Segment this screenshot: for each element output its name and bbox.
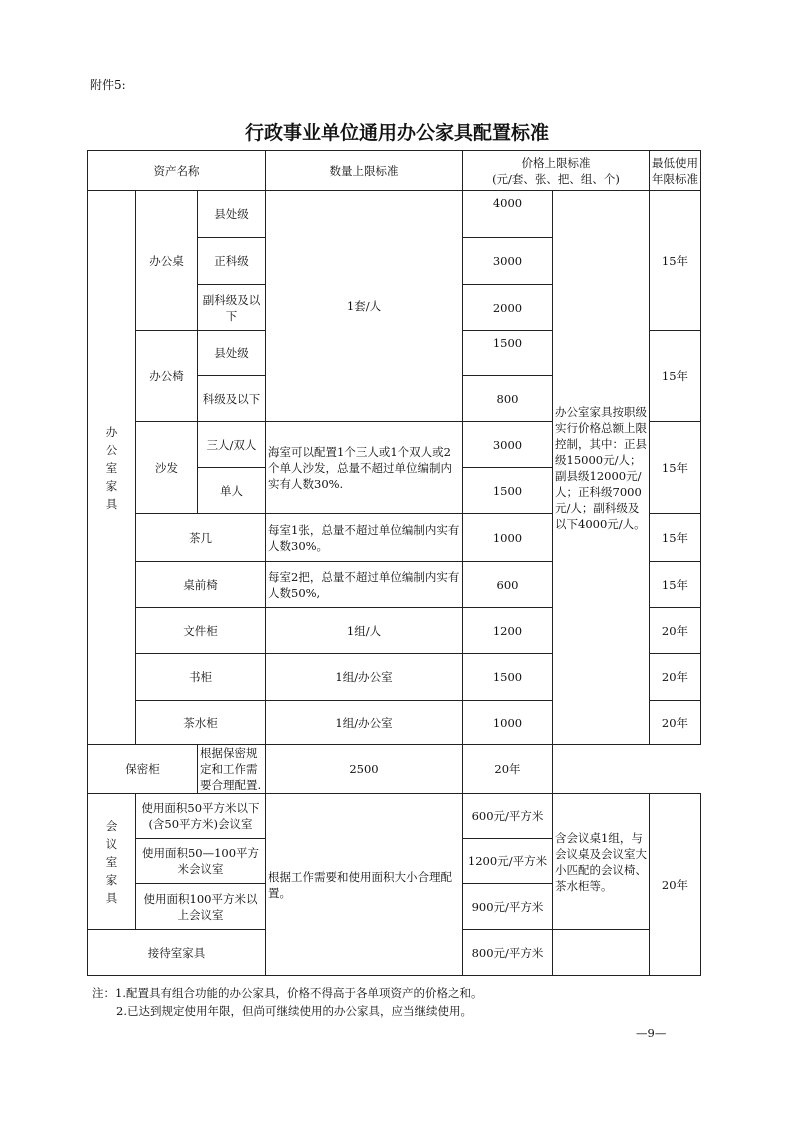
price-cell: 600 (463, 562, 553, 608)
years-cell: 20年 (463, 745, 553, 794)
item-quantity: 1组/办公室 (266, 654, 463, 701)
item-name: 文件柜 (136, 608, 266, 654)
years-cell: 15年 (650, 514, 701, 562)
desk-level: 正科级 (198, 238, 266, 285)
price-cell: 3000 (463, 422, 553, 468)
header-price (463, 151, 650, 191)
table-row (88, 794, 701, 839)
item-quantity: 每室1张，总量不超过单位编制内实有人数30%。 (266, 514, 463, 562)
price-cell: 3000 (463, 238, 553, 285)
item-quantity: 1组/人 (266, 608, 463, 654)
page-number: —9— (636, 1026, 667, 1040)
footnote: 注：1.配置具有组合功能的办公家具，价格不得高于各单项资产的价格之和。 (92, 986, 483, 1000)
price-cell: 1000 (463, 514, 553, 562)
header-price-label: 价格上限标准 (521, 155, 591, 170)
price-cell: 2500 (266, 745, 463, 794)
sofa-quantity: 海室可以配置1个三人或1个双人或2个单人沙发，总量不超过单位编制内实有人数30%. (266, 422, 463, 514)
price-cell: 2000 (463, 285, 553, 331)
meeting-category-label: 会议室家具 (105, 818, 118, 905)
office-category (88, 191, 136, 745)
page-title: 行政事业单位通用办公家具配置标准 (244, 122, 549, 144)
office-category-label: 办公室家具 (105, 424, 118, 511)
price-cell: 800元/平方米 (463, 930, 553, 976)
item-quantity: 1组/办公室 (266, 701, 463, 745)
price-cell: 1500 (463, 654, 553, 701)
header-price-unit: (元/套、张、把、组、个) (492, 171, 620, 186)
item-name: 书柜 (136, 654, 266, 701)
office-price-note: 办公室家具按职级实行价格总额上限控制，其中：正县级15000元/人；副县级12000元/人；正科级7000元/人；副科级及以下4000元/人。 (553, 191, 650, 745)
footnotes (92, 984, 482, 1020)
price-cell: 1200 (463, 608, 553, 654)
meeting-quantity: 根据工作需要和使用面积大小合理配置。 (266, 794, 463, 976)
years-cell: 20年 (650, 654, 701, 701)
item-quantity: 每室2把，总量不超过单位编制内实有人数50%, (266, 562, 463, 608)
header-asset: 资产名称 (88, 151, 266, 191)
meeting-category (88, 794, 136, 930)
item-name: 茶水柜 (136, 701, 266, 745)
footnote: 2.已达到规定使用年限，但尚可继续使用的办公家具，应当继续使用。 (116, 1004, 472, 1018)
furniture-standards-table (87, 150, 701, 976)
price-cell: 800 (463, 376, 553, 422)
item-quantity: 根据保密规定和工作需要合理配置. (198, 745, 266, 794)
sofa-level: 三人/双人 (198, 422, 266, 468)
price-cell: 600元/平方米 (463, 794, 553, 839)
room-name: 使用面积50平方米以下(含50平方米)会议室 (136, 794, 266, 839)
header-quantity: 数量上限标准 (266, 151, 463, 191)
item-name: 桌前椅 (136, 562, 266, 608)
price-cell: 4000 (463, 191, 553, 238)
item-name: 茶几 (136, 514, 266, 562)
header-row (88, 151, 701, 191)
table-row (88, 191, 701, 238)
sofa-name: 沙发 (136, 422, 198, 514)
item-name: 保密柜 (88, 745, 198, 794)
years-cell: 15年 (650, 422, 701, 514)
sofa-level: 单人 (198, 468, 266, 514)
table-row (88, 745, 701, 794)
years-cell: 20年 (650, 701, 701, 745)
price-cell: 1000 (463, 701, 553, 745)
reception-name: 接待室家具 (88, 930, 266, 976)
chair-name: 办公椅 (136, 331, 198, 422)
years-cell: 15年 (650, 191, 701, 331)
desk-level: 副科级及以下 (198, 285, 266, 331)
price-cell: 900元/平方米 (463, 884, 553, 930)
price-cell: 1500 (463, 468, 553, 514)
room-name: 使用面积50—100平方米会议室 (136, 839, 266, 884)
price-cell: 1500 (463, 331, 553, 376)
chair-level: 县处级 (198, 331, 266, 376)
empty-cell (553, 930, 650, 976)
years-cell: 15年 (650, 562, 701, 608)
price-cell: 1200元/平方米 (463, 839, 553, 884)
chair-level: 科级及以下 (198, 376, 266, 422)
years-cell: 15年 (650, 331, 701, 422)
attachment-label: 附件5: (90, 78, 126, 92)
desk-level: 县处级 (198, 191, 266, 238)
header-years: 最低使用年限标准 (650, 151, 701, 191)
room-name: 使用面积100平方米以上会议室 (136, 884, 266, 930)
desk-name: 办公桌 (136, 191, 198, 331)
meeting-note: 含会议桌1组，与会议桌及会议室大小匹配的会议椅、茶水柜等。 (553, 794, 650, 930)
desk-chair-quantity: 1套/人 (266, 191, 463, 422)
years-cell: 20年 (650, 608, 701, 654)
years-cell: 20年 (650, 794, 701, 976)
